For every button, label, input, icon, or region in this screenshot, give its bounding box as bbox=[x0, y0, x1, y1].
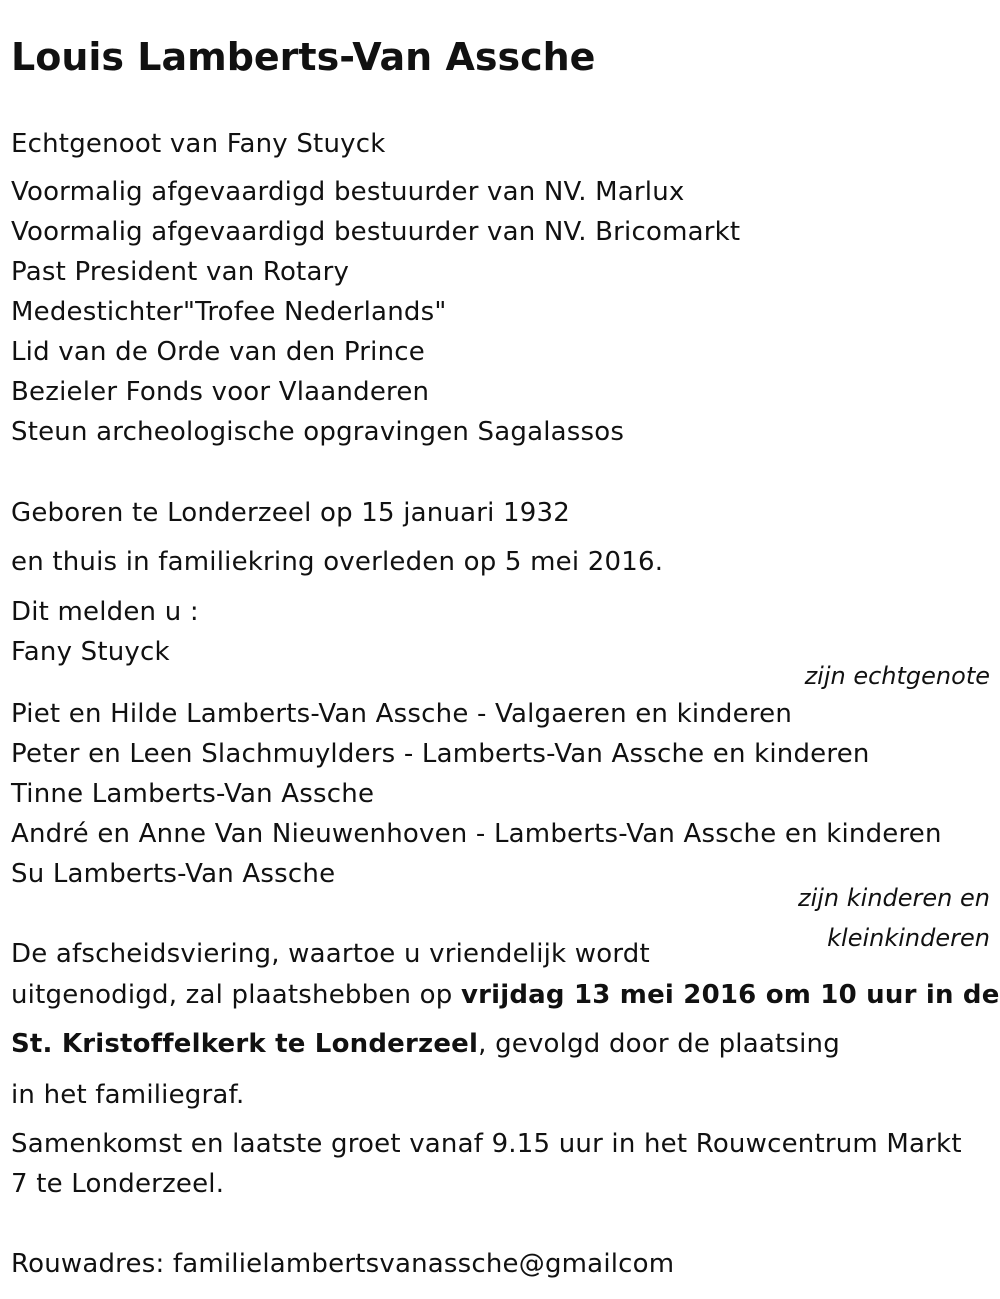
role-line: Steun archeologische opgravingen Sagalassos bbox=[11, 417, 625, 447]
birth-line: Geboren te Londerzeel op 15 januari 1932 bbox=[11, 498, 571, 528]
role-line: Lid van de Orde van den Prince bbox=[11, 337, 425, 367]
ceremony-line bbox=[11, 975, 1000, 1015]
role-line: Voormalig afgevaardigd bestuurder van NV. Bricomarkt bbox=[11, 217, 741, 247]
child-line: André en Anne Van Nieuwenhoven - Lamberts-Van Assche en kinderen bbox=[11, 819, 942, 849]
ceremony-text: uitgenodigd, zal plaatshebben op bbox=[11, 980, 461, 1010]
child-line: Peter en Leen Slachmuylders - Lamberts-Van Assche en kinderen bbox=[11, 739, 870, 769]
obituary-name: Louis Lamberts-Van Assche bbox=[11, 35, 596, 79]
announce-intro: Dit melden u : bbox=[11, 597, 199, 627]
gathering-line: 7 te Londerzeel. bbox=[11, 1169, 225, 1199]
ceremony-text: , gevolgd door de plaatsing bbox=[478, 1029, 840, 1059]
child-line: Piet en Hilde Lamberts-Van Assche - Valgaeren en kinderen bbox=[11, 699, 793, 729]
ceremony-church: St. Kristoffelkerk te Londerzeel bbox=[11, 1029, 479, 1059]
child-line: Su Lamberts-Van Assche bbox=[11, 859, 336, 889]
children-label: kleinkinderen bbox=[827, 924, 990, 952]
gathering-line: Samenkomst en laatste groet vanaf 9.15 uur in het Rouwcentrum Markt bbox=[11, 1129, 962, 1159]
role-line: Medestichter"Trofee Nederlands" bbox=[11, 297, 447, 327]
children-label: zijn kinderen en bbox=[798, 884, 990, 912]
role-line: Voormalig afgevaardigd bestuurder van NV. Marlux bbox=[11, 177, 685, 207]
ceremony-line: in het familiegraf. bbox=[11, 1080, 245, 1110]
spouse-name: Fany Stuyck bbox=[11, 637, 170, 667]
child-line: Tinne Lamberts-Van Assche bbox=[11, 779, 375, 809]
ceremony-line bbox=[11, 1024, 840, 1064]
spouse-line: Echtgenoot van Fany Stuyck bbox=[11, 129, 386, 159]
ceremony-line: De afscheidsviering, waartoe u vriendelijk wordt bbox=[11, 939, 650, 969]
spouse-label: zijn echtgenote bbox=[804, 662, 990, 690]
role-line: Bezieler Fonds voor Vlaanderen bbox=[11, 377, 430, 407]
ceremony-date: vrijdag 13 mei 2016 om 10 uur in de bbox=[460, 980, 1000, 1010]
mourning-address: Rouwadres: familielambertsvanassche@gmailcom bbox=[11, 1249, 675, 1279]
role-line: Past President van Rotary bbox=[11, 257, 350, 287]
death-line: en thuis in familiekring overleden op 5 mei 2016. bbox=[11, 547, 664, 577]
